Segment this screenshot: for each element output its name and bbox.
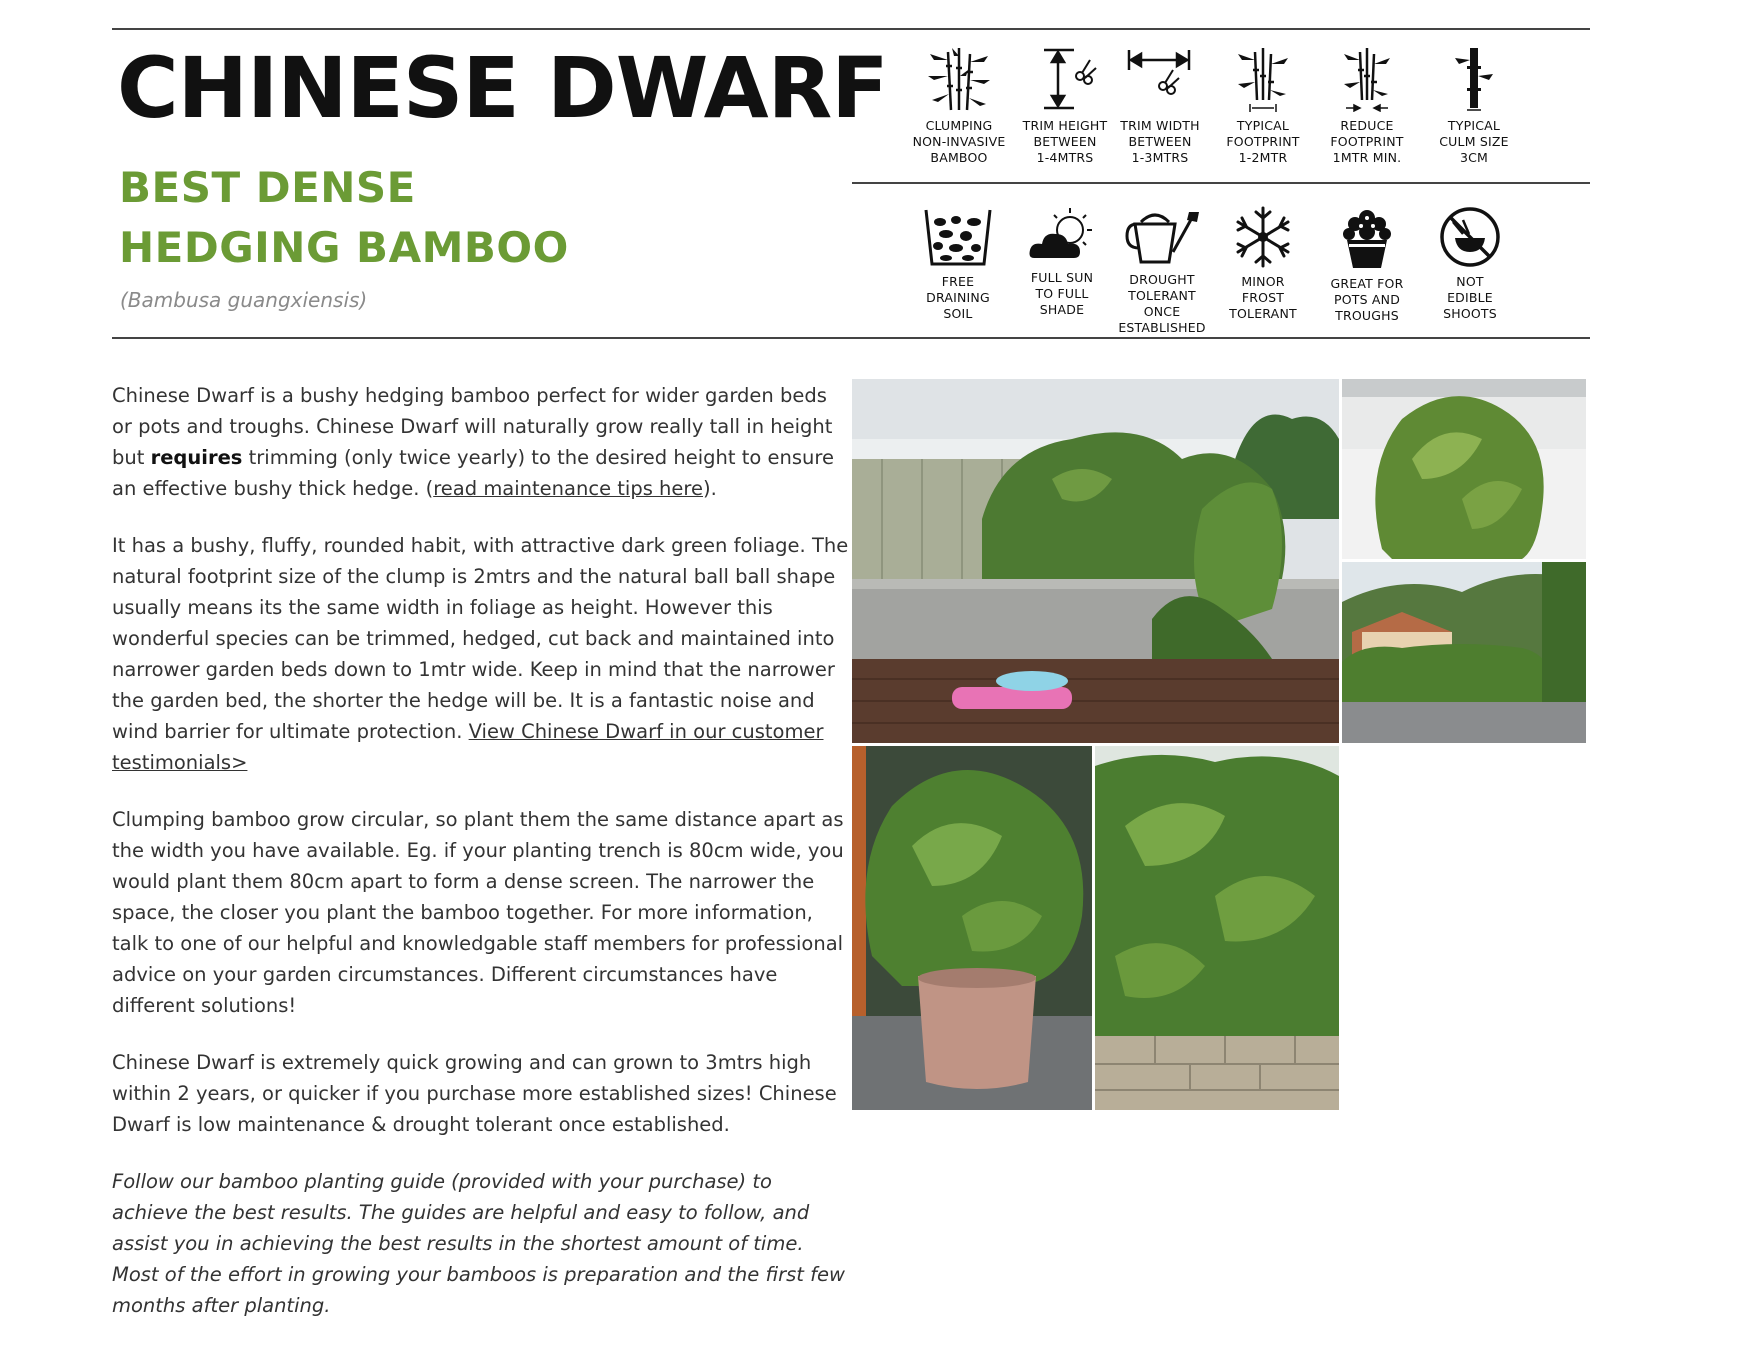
paragraph-planting-guide: Follow our bamboo planting guide (provided with your purchase) to achieve the best results. The guides are helpful and easy to follow, and assist you in achieving the best results in the shortest amount of time. Most of the effort in growing your bamboos is preparation and the first few months after planting.: [112, 1170, 845, 1317]
typical-footprint-icon: [1228, 46, 1298, 112]
feature-drought-l3: ESTABLISHED: [1118, 320, 1206, 335]
feature-reduce-footprint: [1313, 46, 1421, 166]
testimonials-link[interactable]: View Chinese Dwarf in our customer testimonials>: [112, 720, 824, 774]
watering-can-icon: [1123, 206, 1201, 266]
paragraph-growth: Chinese Dwarf is extremely quick growing and can grown to 3mtrs high within 2 years, or quicker if you purchase more established sizes! Chinese Dwarf is low maintenance & drought tolerant once established.: [112, 1051, 837, 1136]
header-bottom-rule: [112, 337, 1590, 339]
maintenance-tips-link[interactable]: read maintenance tips here: [433, 477, 704, 500]
trim-width-icon: [1125, 46, 1195, 112]
feature-culm-size-l2: CULM SIZE: [1439, 134, 1509, 149]
trim-height-icon: [1030, 46, 1100, 112]
feature-not-edible: [1416, 206, 1524, 322]
potted-plant-icon: [1337, 206, 1397, 270]
feature-trim-width-l3: 1-3MTRS: [1131, 150, 1189, 165]
page-title: CHINESE DWARF: [117, 39, 888, 137]
feature-reduce-footprint-l3: 1MTR MIN.: [1332, 150, 1402, 165]
feature-drought-l2: TOLERANT ONCE: [1128, 288, 1196, 319]
feature-trim-height-l3: 1-4MTRS: [1036, 150, 1094, 165]
feature-culm-size: [1420, 46, 1528, 166]
subtitle-line-1: BEST DENSE: [119, 163, 416, 212]
paragraph-spacing: Clumping bamboo grow circular, so plant them the same distance apart as the width you have available. Eg. if your planting trench is 80cm wide, you would plant them 80cm apart to form a dense screen. The narrower the space, the closer you plant the bamboo together. For more information, talk to one of our helpful and knowledgable staff members for professional advice on your garden circumstances. Different circumstances have different solutions!: [112, 808, 844, 1017]
feature-trim-height-l1: TRIM HEIGHT: [1022, 118, 1108, 133]
feature-soil-l1: FREE: [941, 274, 975, 289]
botanical-name: (Bambusa guangxiensis): [120, 288, 368, 312]
photo-garden-bed-hedge: [852, 379, 1339, 743]
feature-reduce-footprint-l2: FOOTPRINT: [1330, 134, 1404, 149]
feature-frost-l1: MINOR: [1241, 274, 1285, 289]
page-subtitle: [119, 158, 569, 278]
description-text: [112, 380, 852, 1347]
feature-typical-footprint-l2: FOOTPRINT: [1226, 134, 1300, 149]
feature-free-draining-soil: [904, 206, 1012, 322]
feature-frost-l3: TOLERANT: [1229, 306, 1297, 321]
feature-clumping: [905, 46, 1013, 166]
feature-edible-l1: NOT: [1456, 274, 1484, 289]
culm-size-icon: [1439, 46, 1509, 112]
feature-typical-footprint-l1: TYPICAL: [1236, 118, 1290, 133]
requires-bold: requires: [150, 446, 243, 469]
feature-trim-height: [1011, 46, 1119, 166]
top-rule: [112, 28, 1590, 30]
feature-edible-l3: SHOOTS: [1443, 306, 1497, 321]
feature-pots-l2: POTS AND: [1333, 292, 1401, 307]
feature-trim-width-l2: BETWEEN: [1128, 134, 1192, 149]
feature-pots-troughs: [1313, 206, 1421, 324]
feature-edible-l2: EDIBLE: [1447, 290, 1493, 305]
paragraph-habit: It has a bushy, fluffy, rounded habit, with attractive dark green foliage. The natural footprint size of the clump is 2mtrs and the natural ball ball shape usually means its the same width in foliage as height. However this wonderful species can be trimmed, hedged, cut back and maintained into narrower garden beds down to 1mtr wide. Keep in mind that the narrower the garden bed, the shorter the hedge will be. It is a fantastic noise and wind barrier for ultimate protection. View Chinese Dwarf in our customer testimonials>: [112, 534, 849, 774]
frost-icon: [1230, 206, 1296, 268]
feature-sun-shade: [1008, 206, 1116, 318]
feature-pots-l1: GREAT FOR: [1330, 276, 1404, 291]
feature-sun-l3: SHADE: [1039, 302, 1085, 317]
photo-wall-hedge: [1095, 746, 1339, 1110]
feature-sun-l2: TO FULL: [1035, 286, 1089, 301]
feature-pots-l3: TROUGHS: [1335, 308, 1399, 323]
feature-sun-l1: FULL SUN: [1030, 270, 1094, 285]
subtitle-line-2: HEDGING BAMBOO: [119, 223, 569, 272]
sun-shade-icon: [1026, 206, 1098, 264]
not-edible-icon: [1439, 206, 1501, 268]
feature-drought-tolerant: [1108, 206, 1216, 336]
feature-frost-l2: FROST: [1241, 290, 1285, 305]
feature-soil-l3: SOIL: [943, 306, 973, 321]
reduce-footprint-icon: [1332, 46, 1402, 112]
photo-tall-hedge-wall: [1342, 379, 1586, 559]
paragraph-intro: Chinese Dwarf is a bushy hedging bamboo perfect for wider garden beds or pots and troughs. Chinese Dwarf will naturally grow really tall in height but requires trimming (only twice yearly) to the desired height to ensure an effective bushy thick hedge. (read maintenance tips here).: [112, 384, 834, 500]
feature-drought-l1: DROUGHT: [1129, 272, 1195, 287]
feature-typical-footprint-l3: 1-2MTR: [1238, 150, 1288, 165]
feature-culm-size-l3: 3CM: [1459, 150, 1489, 165]
feature-soil-l2: DRAINING: [926, 290, 990, 305]
feature-typical-footprint: [1209, 46, 1317, 166]
photo-potted-bamboo: [852, 746, 1092, 1110]
clumping-bamboo-icon: [924, 46, 994, 112]
icon-divider-rule: [852, 182, 1590, 184]
feature-reduce-footprint-l1: REDUCE: [1340, 118, 1394, 133]
feature-clumping-l3: BAMBOO: [930, 150, 988, 165]
feature-trim-width-l1: TRIM WIDTH: [1120, 118, 1200, 133]
feature-trim-height-l2: BETWEEN: [1033, 134, 1097, 149]
feature-trim-width: [1106, 46, 1214, 166]
feature-clumping-l1: CLUMPING: [925, 118, 993, 133]
feature-frost-tolerant: [1209, 206, 1317, 322]
feature-clumping-l2: NON-INVASIVE: [912, 134, 1006, 149]
free-draining-soil-icon: [922, 206, 994, 268]
photo-street-hedge: [1342, 562, 1586, 743]
feature-culm-size-l1: TYPICAL: [1447, 118, 1501, 133]
